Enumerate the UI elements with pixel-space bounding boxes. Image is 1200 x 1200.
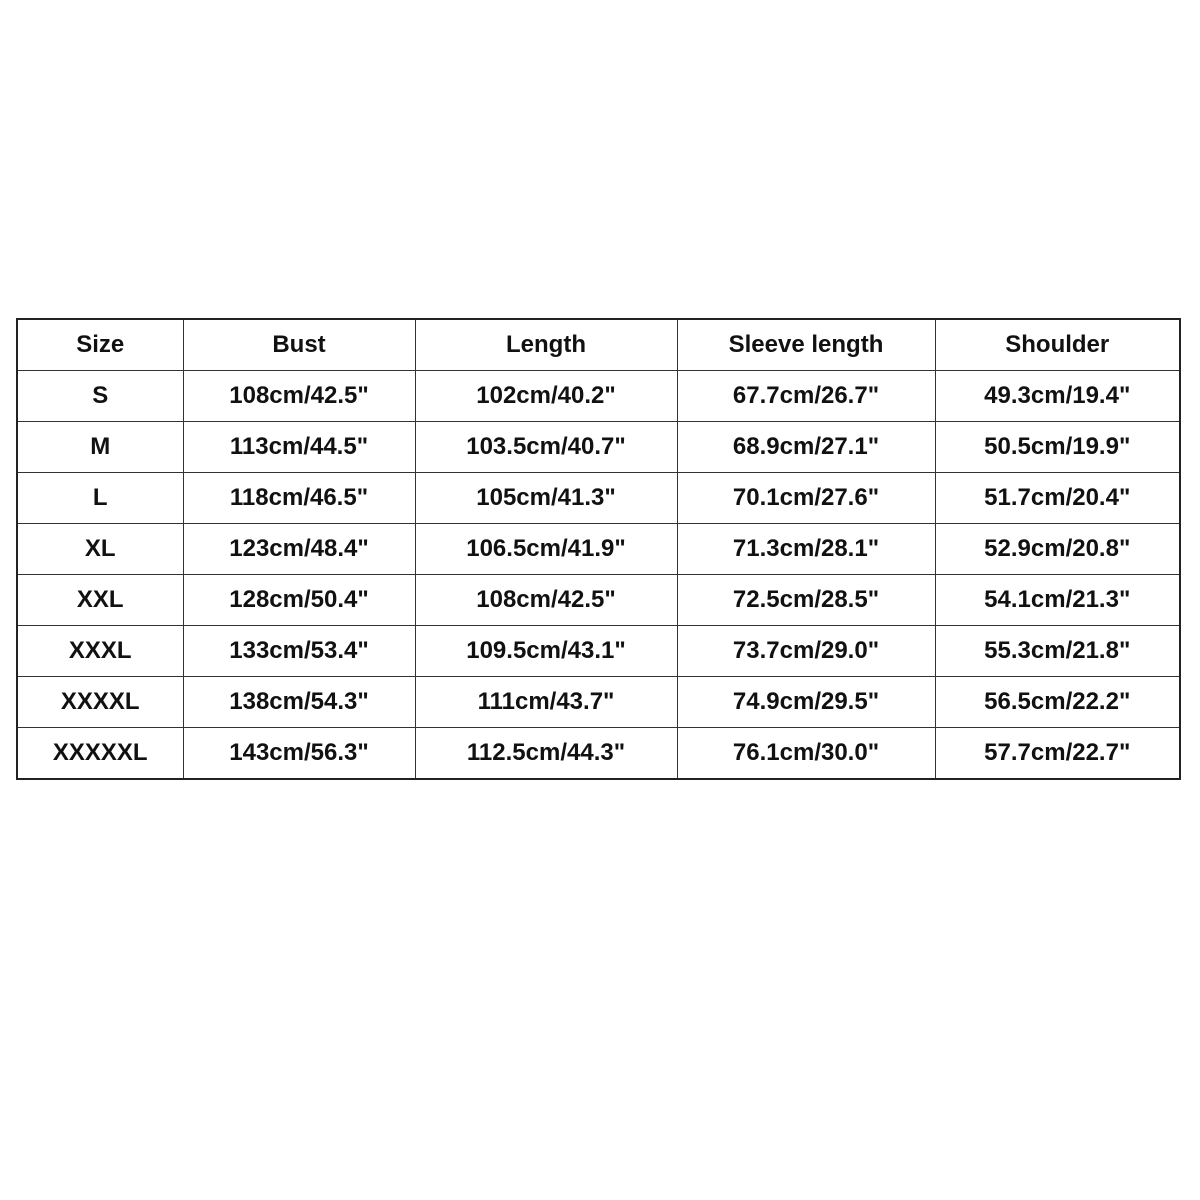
sleeve-length-cell: 72.5cm/28.5" <box>677 575 935 626</box>
bust-cell: 118cm/46.5" <box>183 473 415 524</box>
length-cell: 103.5cm/40.7" <box>415 422 677 473</box>
bust-cell: 133cm/53.4" <box>183 626 415 677</box>
header-length: Length <box>415 319 677 371</box>
shoulder-cell: 54.1cm/21.3" <box>935 575 1180 626</box>
bust-cell: 128cm/50.4" <box>183 575 415 626</box>
shoulder-cell: 51.7cm/20.4" <box>935 473 1180 524</box>
shoulder-cell: 57.7cm/22.7" <box>935 728 1180 780</box>
size-cell: XXXL <box>17 626 183 677</box>
header-size: Size <box>17 319 183 371</box>
size-cell: M <box>17 422 183 473</box>
header-row <box>17 319 1180 371</box>
size-cell: S <box>17 371 183 422</box>
length-cell: 112.5cm/44.3" <box>415 728 677 780</box>
table-row <box>17 677 1180 728</box>
table-row <box>17 524 1180 575</box>
shoulder-cell: 50.5cm/19.9" <box>935 422 1180 473</box>
sleeve-length-cell: 71.3cm/28.1" <box>677 524 935 575</box>
bust-cell: 143cm/56.3" <box>183 728 415 780</box>
bust-cell: 113cm/44.5" <box>183 422 415 473</box>
shoulder-cell: 52.9cm/20.8" <box>935 524 1180 575</box>
table-row <box>17 422 1180 473</box>
size-cell: XXXXL <box>17 677 183 728</box>
header-bust: Bust <box>183 319 415 371</box>
size-cell: XXXXXL <box>17 728 183 780</box>
sleeve-length-cell: 76.1cm/30.0" <box>677 728 935 780</box>
bust-cell: 108cm/42.5" <box>183 371 415 422</box>
bust-cell: 138cm/54.3" <box>183 677 415 728</box>
shoulder-cell: 55.3cm/21.8" <box>935 626 1180 677</box>
table-row <box>17 473 1180 524</box>
size-chart-table <box>16 318 1181 780</box>
table-row <box>17 626 1180 677</box>
length-cell: 111cm/43.7" <box>415 677 677 728</box>
table-row <box>17 371 1180 422</box>
shoulder-cell: 56.5cm/22.2" <box>935 677 1180 728</box>
header-shoulder: Shoulder <box>935 319 1180 371</box>
size-cell: XXL <box>17 575 183 626</box>
size-cell: XL <box>17 524 183 575</box>
sleeve-length-cell: 70.1cm/27.6" <box>677 473 935 524</box>
length-cell: 102cm/40.2" <box>415 371 677 422</box>
size-cell: L <box>17 473 183 524</box>
sleeve-length-cell: 67.7cm/26.7" <box>677 371 935 422</box>
length-cell: 106.5cm/41.9" <box>415 524 677 575</box>
sleeve-length-cell: 74.9cm/29.5" <box>677 677 935 728</box>
bust-cell: 123cm/48.4" <box>183 524 415 575</box>
length-cell: 109.5cm/43.1" <box>415 626 677 677</box>
length-cell: 108cm/42.5" <box>415 575 677 626</box>
length-cell: 105cm/41.3" <box>415 473 677 524</box>
sleeve-length-cell: 73.7cm/29.0" <box>677 626 935 677</box>
table-row <box>17 575 1180 626</box>
table-row <box>17 728 1180 780</box>
header-sleeve-length: Sleeve length <box>677 319 935 371</box>
shoulder-cell: 49.3cm/19.4" <box>935 371 1180 422</box>
sleeve-length-cell: 68.9cm/27.1" <box>677 422 935 473</box>
